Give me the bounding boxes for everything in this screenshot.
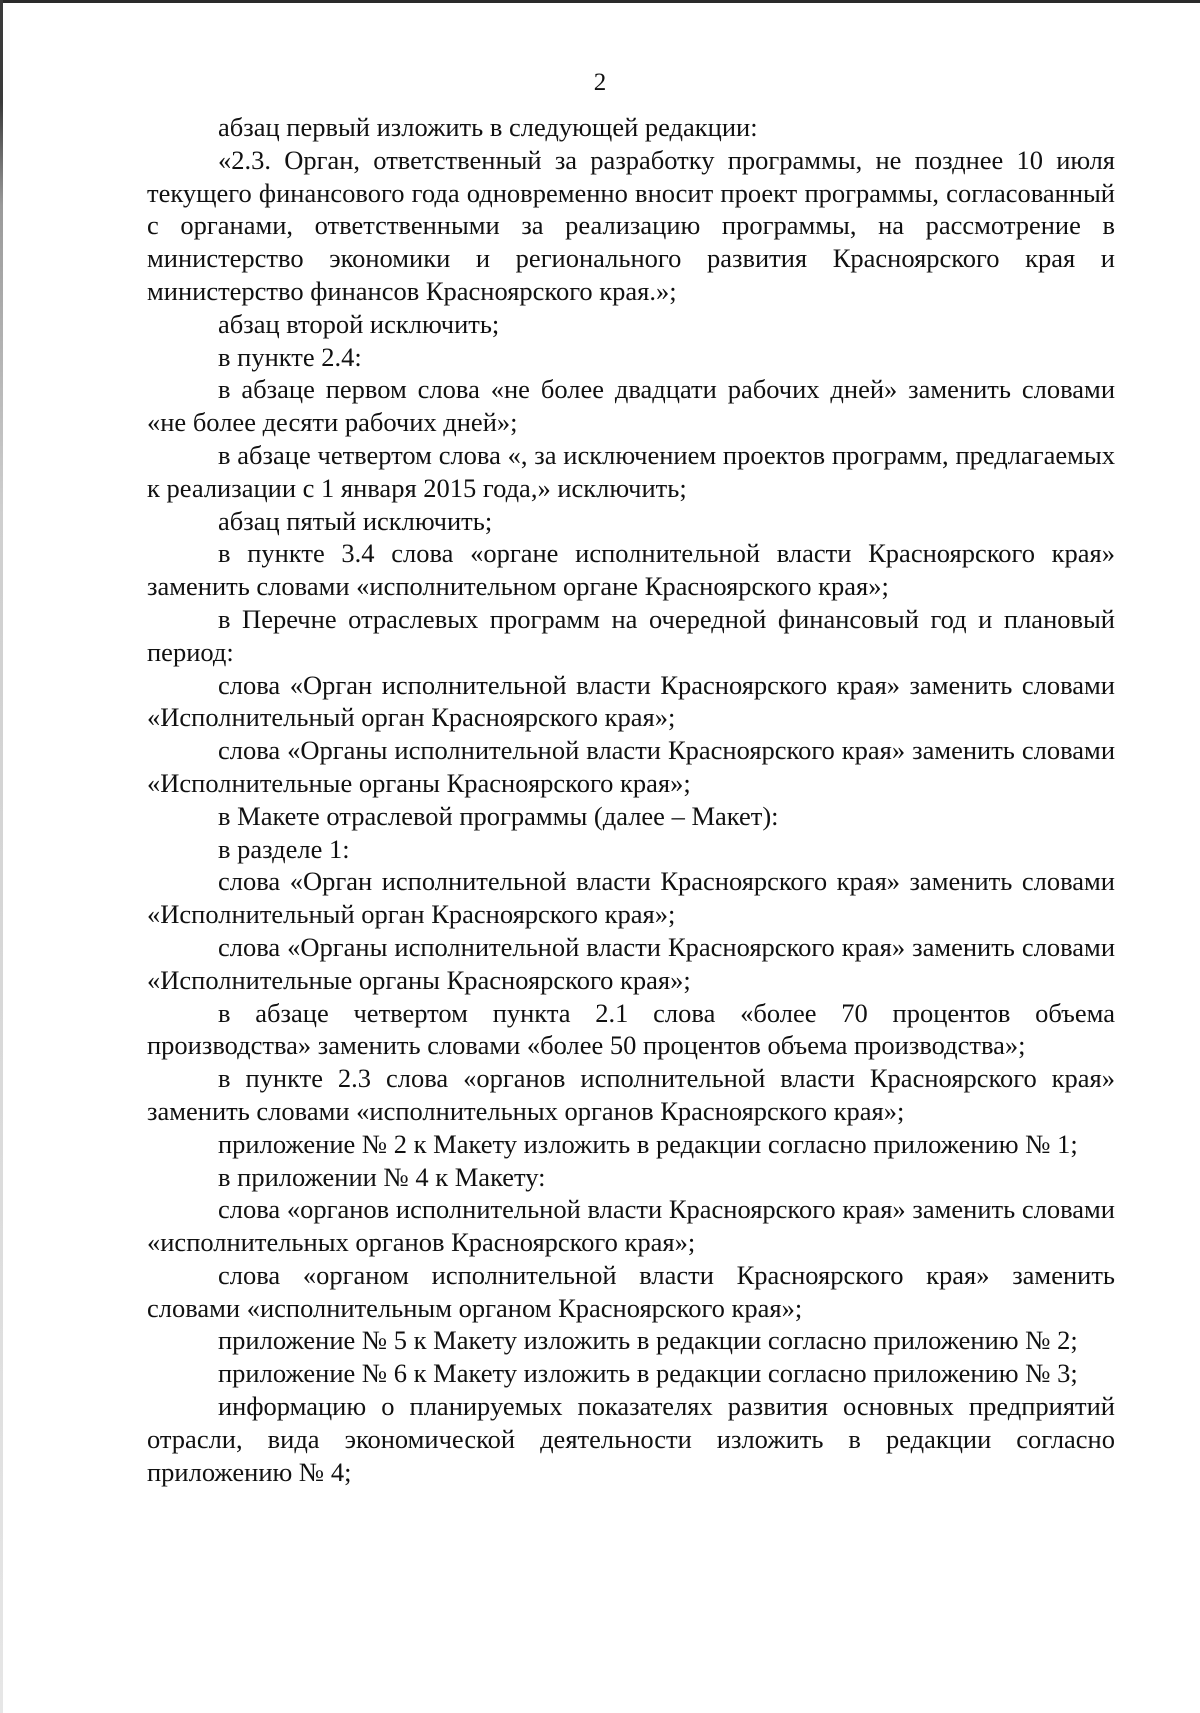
paragraph-18: приложение № 2 к Макету изложить в редакции согласно приложению № 1; bbox=[218, 1128, 1078, 1159]
paragraph-10: слова «Орган исполнительной власти Красноярского края» заменить словами «Исполнительный орган Красноярского края»; bbox=[147, 669, 1115, 733]
paragraph-20: слова «органов исполнительной власти Красноярского края» заменить словами «исполнительных органов Красноярского края»; bbox=[147, 1194, 1115, 1258]
paragraph-3: абзац второй исключить; bbox=[218, 308, 500, 339]
paragraph-17: в пункте 2.3 слова «органов исполнительной власти Красноярского края» заменить словами «исполнительных органов Красноярского края»; bbox=[147, 1063, 1115, 1126]
paragraph-15: слова «Органы исполнительной власти Красноярского края» заменить словами «Исполнительные органы Красноярского края»; bbox=[147, 931, 1115, 995]
paragraph-23: приложение № 6 к Макету изложить в редакции согласно приложению № 3; bbox=[218, 1358, 1078, 1389]
paragraph-22: приложение № 5 к Макету изложить в редакции согласно приложению № 2; bbox=[218, 1325, 1078, 1356]
paragraph-11: слова «Органы исполнительной власти Красноярского края» заменить словами «Исполнительные органы Красноярского края»; bbox=[147, 735, 1115, 798]
paragraph-14: слова «Орган исполнительной власти Красноярского края» заменить словами «Исполнительный орган Красноярского края»; bbox=[147, 866, 1115, 930]
paragraph-5: в абзаце первом слова «не более двадцати рабочих дней» заменить словами «не более десяти рабочих дней»; bbox=[147, 374, 1115, 438]
paragraph-13: в разделе 1: bbox=[218, 833, 350, 864]
paragraph-21: слова «органом исполнительной власти Красноярского края» заменить словами «исполнительным органом Красноярского края»; bbox=[147, 1259, 1115, 1323]
document-body bbox=[147, 111, 1115, 1488]
paragraph-12: в Макете отраслевой программы (далее – Макет): bbox=[218, 800, 779, 831]
paragraph-1: абзац первый изложить в следующей редакции: bbox=[218, 112, 758, 142]
page-number: 2 bbox=[593, 69, 607, 96]
paragraph-8: в пункте 3.4 слова «органе исполнительной власти Красноярского края» заменить словами «исполнительном органе Красноярского края»; bbox=[147, 538, 1115, 602]
paragraph-24: информацию о планируемых показателях развития основных предприятий отрасли, вида экономической деятельности изложить в редакции согласно приложению № 4; bbox=[147, 1391, 1115, 1487]
paragraph-7: абзац пятый исключить; bbox=[218, 505, 493, 536]
scan-edge-top bbox=[0, 0, 1200, 3]
paragraph-6: в абзаце четвертом слова «, за исключением проектов программ, предлагаемых к реализации с 1 января 2015 года,» исключить; bbox=[147, 439, 1115, 503]
paragraph-9: в Перечне отраслевых программ на очередной финансовый год и плановый период: bbox=[147, 603, 1115, 667]
paragraph-16: в абзаце четвертом пункта 2.1 слова «более 70 процентов объема производства» заменить словами «более 50 процентов объема производства»; bbox=[147, 997, 1115, 1061]
scan-edge-left bbox=[0, 0, 3, 1713]
paragraph-19: в приложении № 4 к Макету: bbox=[218, 1161, 546, 1192]
paragraph-4: в пункте 2.4: bbox=[218, 341, 362, 372]
paragraph-2: «2.3. Орган, ответственный за разработку программы, не позднее 10 июля текущего финансового года одновременно вносит проект программы, согласованный с органами, ответственными за реализацию программы, на рассмотрение в министерство экономики и регионального развития Красноярского края и министерство финансов Красноярского края.»; bbox=[147, 144, 1115, 306]
